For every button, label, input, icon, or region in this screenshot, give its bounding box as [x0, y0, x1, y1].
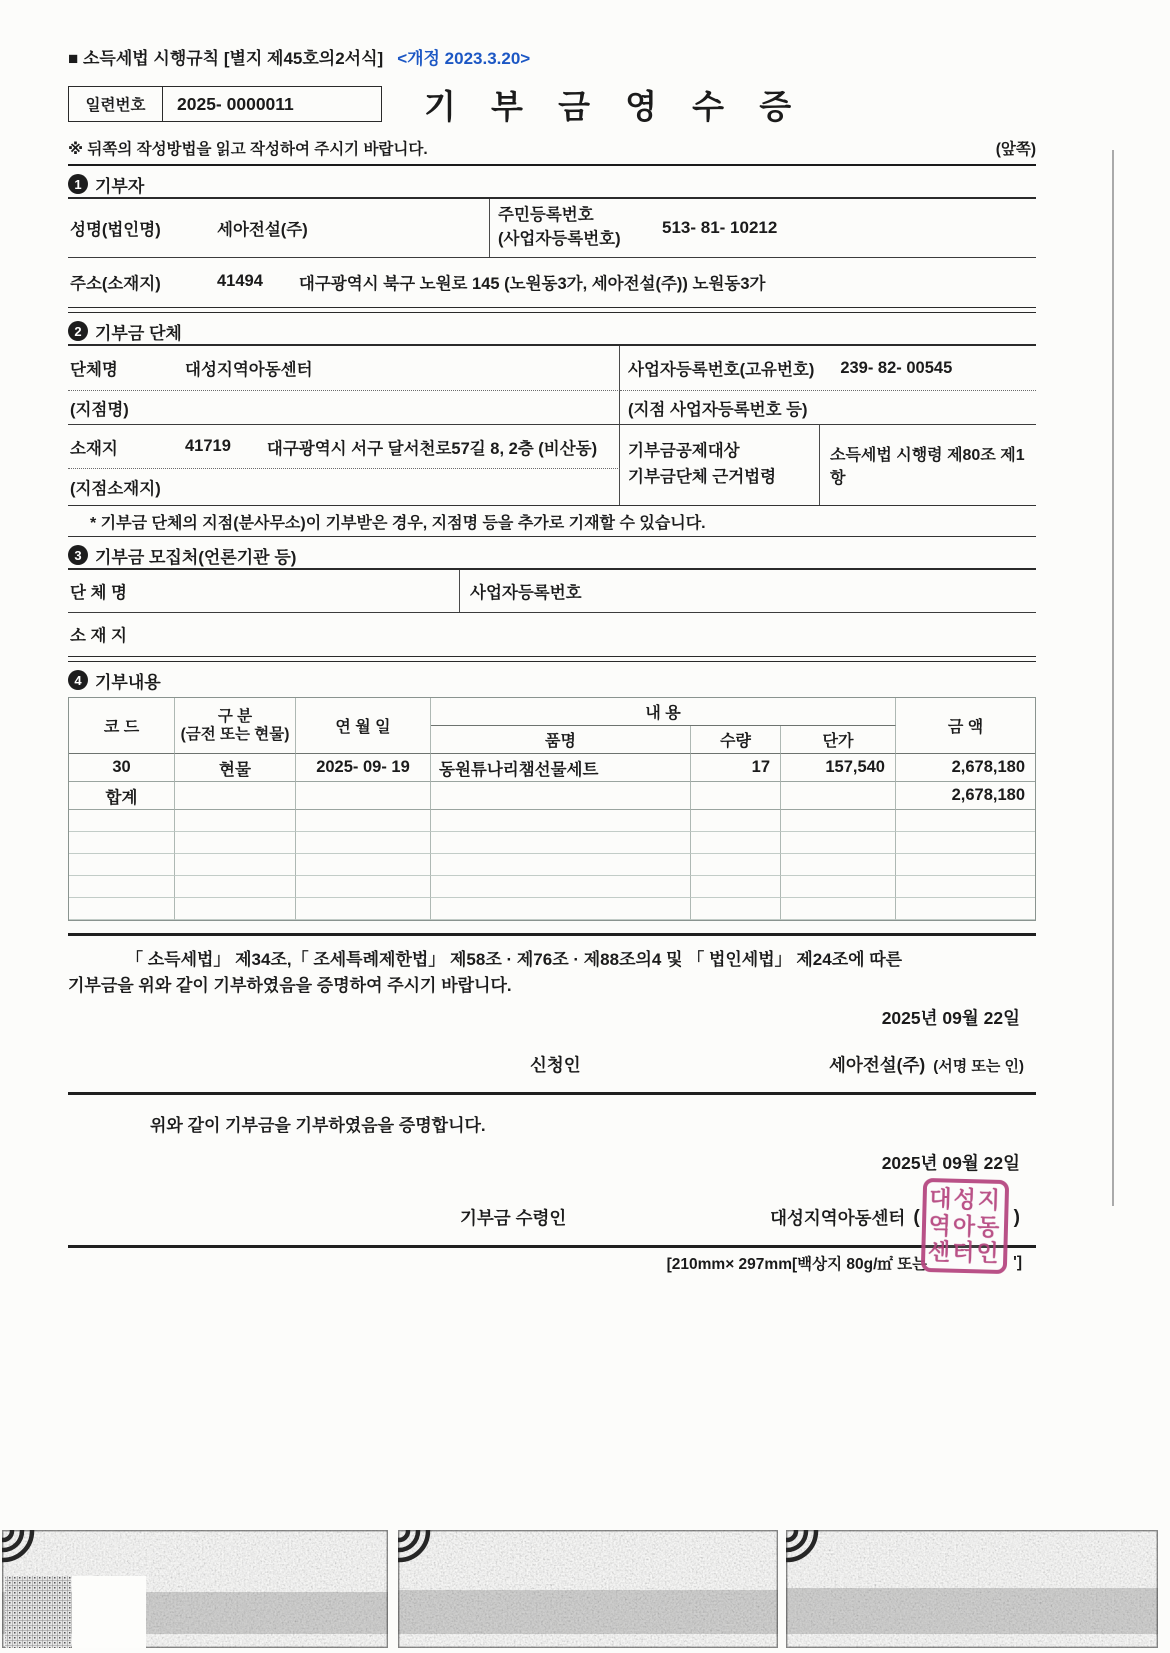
org-law-label-cell: 기부금공제대상 기부금단체 근거법령 — [620, 424, 820, 505]
document-title: 기 부 금 영 수 증 — [424, 87, 805, 125]
revision-note: <개정 2023.3.20> — [397, 48, 531, 68]
empty-cell — [431, 898, 691, 920]
empty-cell — [781, 782, 896, 810]
scan-noise-block — [398, 1530, 778, 1648]
empty-cell — [896, 876, 1035, 898]
paren-open: ( — [913, 1206, 920, 1228]
serial-number-label: 일련번호 — [69, 87, 163, 121]
heavy-rule — [68, 1245, 1036, 1248]
empty-cell — [296, 898, 431, 920]
scan-noise-strip — [0, 1530, 1170, 1648]
title-row — [68, 84, 1036, 124]
empty-cell — [896, 898, 1035, 920]
section-3-header — [68, 542, 1036, 568]
col-header-unitprice: 단가 — [781, 726, 896, 754]
empty-cell — [896, 832, 1035, 854]
empty-cell — [175, 876, 296, 898]
paper-spec-text: [210mm× 297mm[백상지 80g/㎡ 또는 — [666, 1256, 928, 1273]
empty-cell — [691, 898, 781, 920]
empty-cell — [296, 782, 431, 810]
donor-name-label: 성명(법인명) — [70, 221, 161, 239]
heavy-rule — [68, 933, 1036, 936]
scan-noise-block — [2, 1530, 388, 1648]
section-2-header — [68, 318, 1036, 344]
empty-cell — [175, 854, 296, 876]
organization-seal-stamp: 대성지 역아동 센터인 — [921, 1178, 1009, 1274]
total-label: 합계 — [69, 782, 175, 810]
col-header-amount: 금 액 — [896, 698, 1035, 754]
certification-date: 2025년 09월 22일 — [881, 1153, 1020, 1173]
org-bizno-label: 사업자등록번호(고유번호) — [628, 361, 815, 379]
section-1-header — [68, 171, 1036, 197]
serial-number-value: 2025- 0000011 — [177, 93, 294, 114]
paper-spec-row — [68, 1252, 1036, 1274]
form-reference-row — [68, 44, 1036, 68]
legal-text-line1: 「 소득세법」 제34조,「 조세특례제한법」 제58조 · 제76조 · 제88조의4 및 「 법인세법」 제24조에 따른 — [126, 950, 903, 969]
section-2-title: 기부금 단체 — [95, 323, 182, 343]
empty-cell — [781, 810, 896, 832]
section-1-number-badge: 1 — [68, 174, 88, 194]
double-rule — [68, 307, 1036, 313]
row-qty: 17 — [691, 754, 781, 782]
back-side-note: ※ 뒤쪽의 작성방법을 읽고 작성하여 주시기 바랍니다. — [68, 141, 428, 158]
section-4-header — [68, 667, 1036, 693]
certification-statement: 위와 같이 기부금을 기부하였음을 증명합니다. — [150, 1116, 486, 1135]
empty-cell — [69, 832, 175, 854]
col-header-date: 연 월 일 — [296, 698, 431, 754]
org-branch-address-label: (지점소재지) — [68, 468, 620, 505]
collector-name-label: 단 체 명 — [68, 570, 460, 612]
donor-zip: 41494 — [217, 272, 263, 290]
form-content — [68, 0, 1036, 1274]
org-zip: 41719 — [185, 437, 231, 455]
donor-regno-label: 주민등록번호 (사업자등록번호) — [498, 206, 621, 248]
section-3-number-badge: 3 — [68, 545, 88, 565]
org-name-value: 대성지역아동센터 — [185, 361, 313, 379]
section-2-number-badge: 2 — [68, 321, 88, 341]
application-date: 2025년 09월 22일 — [881, 1008, 1020, 1028]
empty-cell — [69, 854, 175, 876]
col-header-content: 내 용 — [431, 698, 896, 726]
org-name-label: 단체명 — [70, 361, 118, 379]
org-bizno-cell — [620, 346, 1036, 390]
empty-cell — [781, 876, 896, 898]
applicant-label: 신청인 — [530, 1055, 581, 1075]
signature-or-seal-note: (서명 또는 인) — [933, 1058, 1024, 1075]
empty-cell — [175, 782, 296, 810]
double-rule — [68, 656, 1036, 662]
hatch-area — [5, 1576, 71, 1648]
applicant-name: 세아전설(주) — [829, 1055, 926, 1075]
empty-cell — [781, 854, 896, 876]
org-branch-bizno-label: (지점 사업자등록번호 등) — [620, 390, 1036, 424]
org-address-text: 대구광역시 서구 달서천로57길 8, 2층 (비산동) — [266, 439, 598, 458]
paren-close: ) — [1013, 1206, 1020, 1228]
donor-name-value: 세아전설(주) — [203, 199, 490, 257]
org-name-cell — [68, 346, 620, 390]
org-bizno-value: 239- 82- 00545 — [840, 358, 953, 377]
empty-cell — [896, 810, 1035, 832]
collector-table — [68, 568, 1036, 654]
empty-cell — [691, 876, 781, 898]
collector-address-label: 소 재 지 — [68, 612, 1036, 654]
applicant-signature-row — [68, 1052, 1036, 1080]
empty-cell — [69, 876, 175, 898]
empty-cell — [431, 782, 691, 810]
front-side-marker: (앞쪽) — [995, 141, 1036, 158]
empty-cell — [296, 810, 431, 832]
empty-cell — [69, 898, 175, 920]
empty-cell — [431, 832, 691, 854]
empty-cell — [691, 782, 781, 810]
donor-table — [68, 197, 1036, 305]
empty-cell — [296, 832, 431, 854]
collector-bizno-label: 사업자등록번호 — [470, 584, 582, 602]
section-1-title: 기부자 — [95, 176, 145, 196]
empty-cell — [431, 854, 691, 876]
donee-organization-table — [68, 344, 1036, 506]
row-code: 30 — [69, 754, 175, 782]
donation-details-table — [68, 697, 1036, 921]
row-unitprice: 157,540 — [781, 754, 896, 782]
noise-texture — [786, 1530, 1158, 1648]
empty-cell — [691, 810, 781, 832]
row-date: 2025- 09- 19 — [296, 754, 431, 782]
branch-footnote: * 기부금 단체의 지점(분사무소)이 기부받은 경우, 지점명 등을 추가로 기재할 수 있습니다. — [68, 506, 1036, 537]
section-4-title: 기부내용 — [95, 672, 161, 692]
empty-cell — [431, 876, 691, 898]
donor-address-text: 대구광역시 북구 노원로 145 (노원동3가, 세아전설(주)) 노원동3가 — [298, 274, 766, 293]
empty-cell — [296, 876, 431, 898]
empty-cell — [296, 854, 431, 876]
instruction-row — [68, 137, 1036, 166]
row-item: 동원튜나리챔선물세트 — [431, 754, 691, 782]
col-header-qty: 수량 — [691, 726, 781, 754]
empty-cell — [691, 832, 781, 854]
empty-cell — [175, 832, 296, 854]
empty-cell — [69, 810, 175, 832]
paper-spec-end: '] — [1013, 1254, 1022, 1271]
white-cutout — [72, 1576, 146, 1648]
empty-cell — [175, 898, 296, 920]
org-address-label: 소재지 — [70, 439, 118, 458]
empty-cell — [431, 810, 691, 832]
col-header-item: 품명 — [431, 726, 691, 754]
row-type: 현물 — [175, 754, 296, 782]
form-reference: ■ 소득세법 시행규칙 [별지 제45호의2서식] — [68, 48, 384, 68]
scan-noise-block — [786, 1530, 1158, 1648]
total-amount: 2,678,180 — [896, 782, 1035, 810]
noise-texture — [2, 1530, 388, 1648]
row-amount: 2,678,180 — [896, 754, 1035, 782]
section-4-number-badge: 4 — [68, 670, 88, 690]
empty-cell — [781, 832, 896, 854]
section-3-title: 기부금 모집처(언론기관 등) — [95, 547, 297, 567]
empty-cell — [175, 810, 296, 832]
col-header-code: 코 드 — [69, 698, 175, 754]
org-branch-name-label: (지점명) — [68, 390, 620, 424]
org-law-value: 소득세법 시행령 제80조 제1항 — [820, 424, 1036, 505]
empty-cell — [896, 854, 1035, 876]
empty-cell — [781, 898, 896, 920]
empty-cell — [691, 854, 781, 876]
donor-regno-value: 513- 81- 10212 — [662, 218, 778, 237]
donor-address-value — [203, 257, 1036, 305]
legal-text-line2: 기부금을 위와 같이 기부하였음을 증명하여 주시기 바랍니다. — [68, 975, 512, 995]
donor-address-label: 주소(소재지) — [68, 257, 203, 305]
col-header-type: 구 분 (금전 또는 현물) — [175, 698, 296, 754]
recipient-name: 대성지역아동센터 — [770, 1208, 906, 1228]
serial-number-box — [68, 86, 382, 122]
noise-texture — [398, 1530, 778, 1648]
heavy-rule — [68, 1092, 1036, 1095]
recipient-label: 기부금 수령인 — [460, 1208, 567, 1228]
page-edge-artifact — [1112, 150, 1114, 1206]
org-address-cell — [68, 424, 620, 468]
